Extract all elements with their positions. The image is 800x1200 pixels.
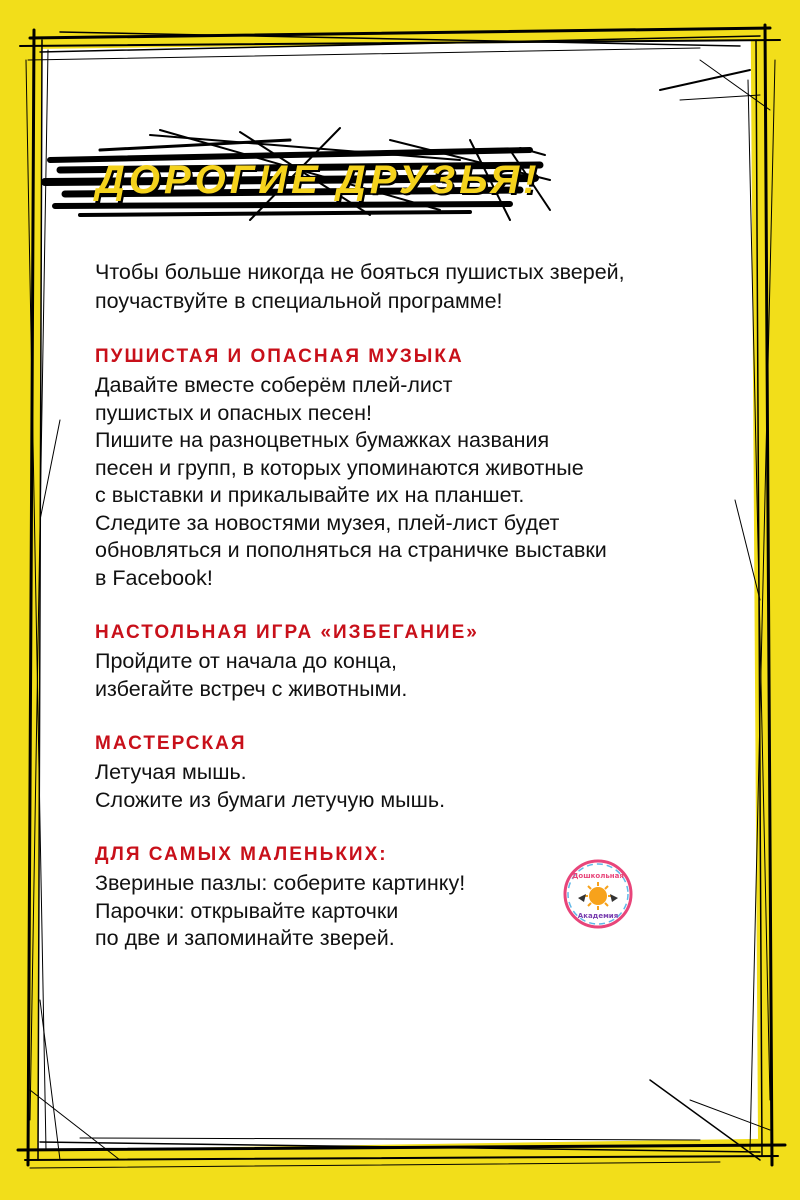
section-text: Звериные пазлы: соберите картинку! Парочки: открывайте карточки по две и запоминайте зверей. xyxy=(95,871,466,950)
section-board-game xyxy=(95,620,715,703)
section-workshop xyxy=(95,731,715,814)
section-text: Летучая мышь. Сложите из бумаги летучую мышь. xyxy=(95,760,446,812)
logo-bottom-text: Академия xyxy=(577,912,619,920)
logo-top-text: Дошкольная xyxy=(572,872,624,880)
section-heading: МАСТЕРСКАЯ xyxy=(95,733,247,754)
intro-text: Чтобы больше никогда не бояться пушистых зверей, поучаствуйте в специальной программе! xyxy=(95,260,625,313)
section-text: Пройдите от начала до конца, избегайте встреч с животными. xyxy=(95,649,408,701)
section-music xyxy=(95,344,715,592)
sun-logo-icon xyxy=(562,858,634,930)
page-title: ДОРОГИЕ ДРУЗЬЯ! xyxy=(96,158,541,202)
section-heading: ПУШИСТАЯ И ОПАСНАЯ МУЗЫКА xyxy=(95,346,464,367)
section-heading: ДЛЯ САМЫХ МАЛЕНЬКИХ: xyxy=(95,844,388,865)
section-text: Давайте вместе соберём плей-лист пушистых и опасных песен! Пишите на разноцветных бумажках названия песен и групп, в которых упоминаются животные с выставки и прикалывайте их на планшет. Следите за новостями музея, плей-лист будет обновляться и пополняться на страничке выставки в Facebook! xyxy=(95,373,607,590)
content xyxy=(95,258,715,953)
section-heading: НАСТОЛЬНАЯ ИГРА «ИЗБЕГАНИЕ» xyxy=(95,622,479,643)
